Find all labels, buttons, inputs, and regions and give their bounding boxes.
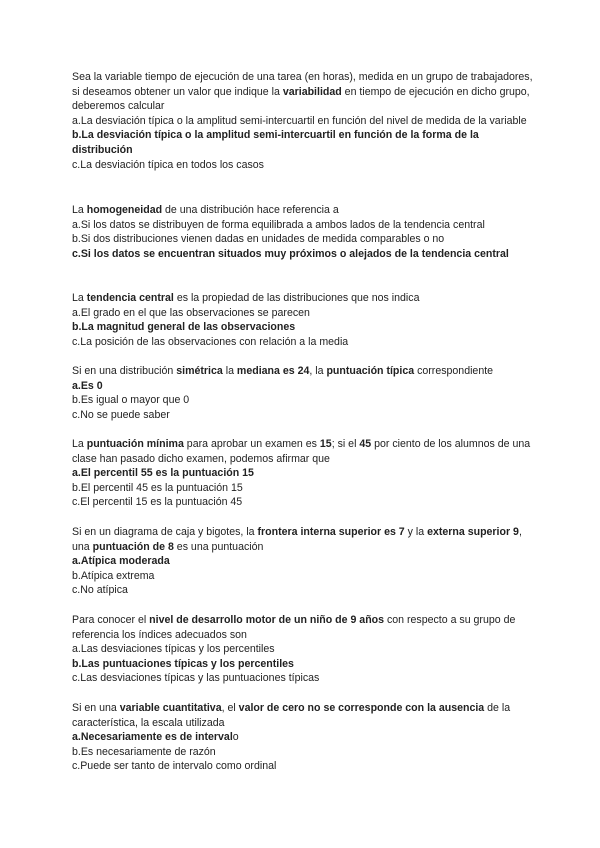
option-text: a.Es 0 (72, 379, 103, 392)
question-stem (72, 525, 534, 554)
stem-emphasis: variabilidad (282, 85, 342, 98)
question-block (72, 437, 534, 510)
option-text: a.El percentil 55 es la puntuación 15 (72, 467, 254, 480)
stem-emphasis: externa superior 9 (427, 526, 519, 538)
stem-text: La (72, 204, 87, 216)
stem-text: y la (404, 526, 428, 538)
option-text: a.El grado en el que las observaciones se parecen (72, 306, 310, 319)
stem-emphasis: 45 (359, 438, 372, 450)
option-text: c.El percentil 15 es la puntuación 45 (72, 496, 243, 509)
stem-text: Sea la variable tiempo de ejecución de una tarea (en horas), medida en un grupo de trabajadores, si deseamos obtener un valor que indique la (72, 71, 533, 98)
stem-emphasis: nivel de desarrollo motor de un niño de 9 años (149, 614, 385, 626)
option-text: b.Si dos distribuciones vienen dadas en unidades de medida comparables o no (72, 233, 445, 246)
stem-emphasis: variable cuantitativa (119, 702, 222, 714)
option-text: o (232, 731, 239, 744)
option-text: c.No se puede saber (72, 408, 170, 421)
option-text: a.Si los datos se distribuyen de forma equilibrada a ambos lados de la tendencia central (72, 218, 485, 231)
stem-text: de una distribución hace referencia a (162, 204, 339, 216)
option-text: a.La desviación típica o la amplitud semi-intercuartil en función del nivel de medida de la variable (72, 114, 527, 127)
option-text: b.El percentil 45 es la puntuación 15 (72, 481, 243, 494)
answer-option (72, 306, 534, 321)
question-stem (72, 70, 534, 114)
question-block (72, 291, 534, 349)
stem-text: Si en una (72, 702, 120, 714)
stem-text: por ciento de los alumnos de una clase han pasado dicho examen, podemos afirmar que (72, 438, 531, 465)
question-stem (72, 203, 534, 218)
stem-text: , la (309, 365, 327, 377)
option-text: c.Si los datos se encuentran situados muy próximos o alejados de la tendencia central (72, 247, 509, 260)
question-block (72, 701, 534, 774)
option-text: c.Las desviaciones típicas y las puntuaciones típicas (72, 672, 320, 685)
answer-option-correct (72, 320, 534, 335)
answer-option (72, 158, 534, 173)
stem-text: La (72, 292, 87, 304)
stem-emphasis: 15 (319, 438, 332, 450)
answer-option (72, 745, 534, 760)
question-block (72, 613, 534, 686)
answer-option (72, 114, 534, 129)
stem-emphasis: mediana es 24 (236, 365, 310, 377)
answer-option-correct (72, 379, 534, 394)
option-text: c.Puede ser tanto de intervalo como ordinal (72, 760, 277, 773)
stem-text: es una puntuación (173, 540, 264, 553)
stem-text: La (72, 438, 87, 450)
answer-option (72, 481, 534, 496)
option-text: a.Las desviaciones típicas y los percentiles (72, 643, 275, 656)
stem-text: Si en un diagrama de caja y bigotes, la (72, 526, 258, 538)
stem-emphasis: puntuación típica (326, 365, 415, 377)
stem-emphasis: homogeneidad (86, 204, 163, 216)
answer-option (72, 583, 534, 598)
stem-text: Para conocer el (72, 614, 150, 626)
option-text: b.Las puntuaciones típicas y los percentiles (72, 657, 294, 670)
stem-emphasis: puntuación de 8 (92, 540, 174, 553)
option-text: c.No atípica (72, 584, 128, 597)
stem-text: correspondiente (414, 365, 494, 377)
question-stem (72, 291, 534, 306)
answer-option-correct (72, 730, 534, 745)
question-stem (72, 437, 534, 466)
answer-option-correct (72, 128, 534, 157)
stem-text: ; si el (331, 438, 360, 450)
answer-option (72, 232, 534, 247)
question-stem (72, 701, 534, 730)
answer-option (72, 408, 534, 423)
stem-text: , el (221, 702, 239, 714)
stem-text: la (222, 365, 237, 377)
stem-text: en tiempo de ejecución en dicho grupo, deberemos calcular (72, 85, 530, 113)
answer-option (72, 759, 534, 774)
answer-option (72, 642, 534, 657)
answer-option (72, 495, 534, 510)
stem-text: es la propiedad de las distribuciones que nos indica (173, 292, 420, 304)
answer-option-correct (72, 657, 534, 672)
answer-option (72, 671, 534, 686)
option-text: b.Es igual o mayor que 0 (72, 394, 190, 407)
question-block (72, 203, 534, 261)
option-text: a.Atípica moderada (72, 555, 170, 568)
answer-option-correct (72, 247, 534, 262)
answer-option-correct (72, 466, 534, 481)
stem-emphasis: simétrica (176, 365, 223, 377)
stem-text: con respecto a su grupo de referencia los índices adecuados son (72, 614, 516, 641)
question-stem (72, 613, 534, 642)
option-text: c.La desviación típica en todos los casos (72, 158, 264, 171)
answer-option (72, 335, 534, 350)
answer-option-correct (72, 554, 534, 569)
stem-emphasis: frontera interna superior es 7 (257, 526, 405, 538)
stem-emphasis: tendencia central (86, 292, 174, 304)
stem-text: para aprobar un examen es (183, 438, 320, 450)
question-stem (72, 364, 534, 379)
answer-option (72, 393, 534, 408)
stem-text: , una (72, 526, 522, 553)
option-text: b.Atípica extrema (72, 569, 155, 582)
option-text: b.La desviación típica o la amplitud semi-intercuartil en función de la forma de la distribución (72, 129, 479, 156)
option-text: b.La magnitud general de las observaciones (72, 321, 296, 334)
question-block (72, 364, 534, 422)
stem-emphasis: valor de cero no se corresponde con la ausencia (238, 702, 485, 714)
question-block (72, 70, 534, 172)
question-block (72, 525, 534, 598)
option-text: a.Necesariamente es de interval (72, 731, 233, 744)
stem-text: de la característica, la escala utilizada (72, 702, 511, 729)
answer-option (72, 569, 534, 584)
stem-text: Si en una distribución (72, 365, 177, 377)
stem-emphasis: puntuación mínima (86, 438, 184, 450)
option-text: b.Es necesariamente de razón (72, 745, 216, 758)
option-text: c.La posición de las observaciones con relación a la media (72, 335, 349, 348)
answer-option (72, 218, 534, 233)
